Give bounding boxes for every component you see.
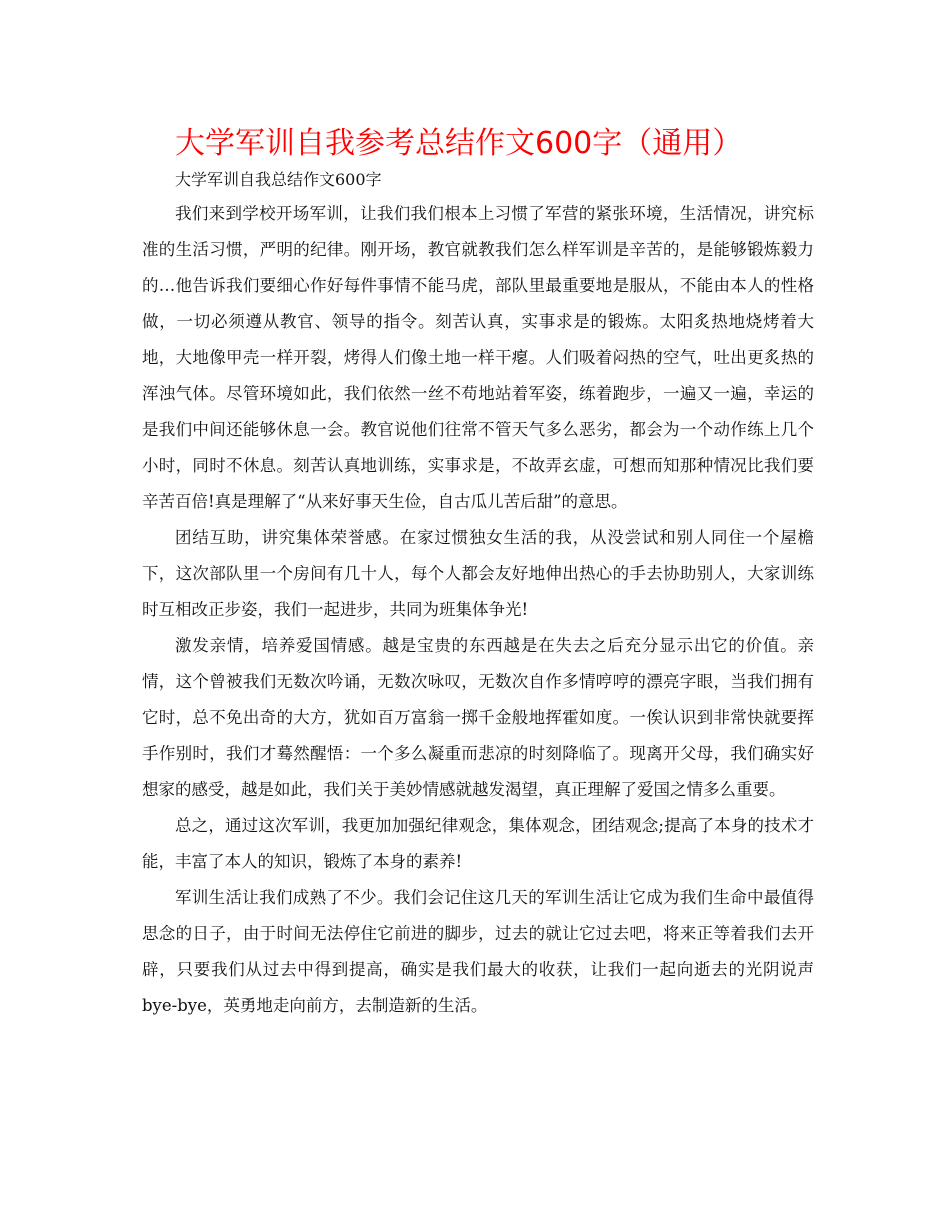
- paragraph-3: 激发亲情，培养爱国情感。越是宝贵的东西越是在失去之后充分显示出它的价值。亲情，这个曾被我们无数次吟诵，无数次咏叹，无数次自作多情哼哼的漂亮字眼，当我们拥有它时，总不免出奇的大方，犹如百万富翁一掷千金般地挥霍如度。一俟认识到非常快就要挥手作别时，我们才蓦然醒悟：一个多么凝重而悲凉的时刻降临了。现离开父母，我们确实好想家的感受，越是如此，我们关于美妙情感就越发渴望，真正理解了爱国之情多么重要。: [142, 636, 814, 799]
- paragraph-1: 我们来到学校开场军训，让我们我们根本上习惯了军营的紧张环境，生活情况，讲究标准的生活习惯，严明的纪律。刚开场，教官就教我们怎么样军训是辛苦的，是能够锻炼毅力的…他告诉我们要细心作好每件事情不能马虎，部队里最重要地是服从，不能由本人的性格做，一切必须遵从教官、领导的指令。刻苦认真，实事求是的锻炼。太阳炙热地烧烤着大地，大地像甲壳一样开裂，烤得人们像土地一样干瘪。人们吸着闷热的空气，吐出更炙热的浑浊气体。尽管环境如此，我们依然一丝不苟地站着军姿，练着跑步，一遍又一遍，幸运的是我们中间还能够休息一会。教官说他们往常不管天气多么恶劣，都会为一个动作练上几个小时，同时不休息。刻苦认真地训练，实事求是，不故弄玄虚，可想而知那种情况比我们要辛苦百倍!真是理解了“从来好事天生俭，自古瓜儿苦后甜”的意思。: [142, 204, 814, 511]
- paragraph-4: 总之，通过这次军训，我更加加强纪律观念，集体观念，团结观念;提高了本身的技术才能，丰富了本人的知识，锻炼了本身的素养!: [142, 816, 814, 871]
- document-body: [142, 196, 814, 1024]
- document-subtitle: 大学军训自我总结作文600字: [175, 170, 382, 189]
- paragraph-5: 军训生活让我们成熟了不少。我们会记住这几天的军训生活让它成为我们生命中最值得思念的日子，由于时间无法停住它前进的脚步，过去的就让它过去吧，将来正等着我们去开辟，只要我们从过去中得到提高，确实是我们最大的收获，让我们一起向逝去的光阴说声bye-bye，英勇地走向前方，去制造新的生活。: [142, 888, 814, 1015]
- paragraph-2: 团结互助，讲究集体荣誉感。在家过惯独女生活的我，从没尝试和别人同住一个屋檐下，这次部队里一个房间有几十人，每个人都会友好地伸出热心的手去协助别人，大家训练时互相改正步姿，我们一起进步，共同为班集体争光!: [142, 528, 814, 619]
- document-title: 大学军训自我参考总结作文600字（通用）: [175, 126, 743, 161]
